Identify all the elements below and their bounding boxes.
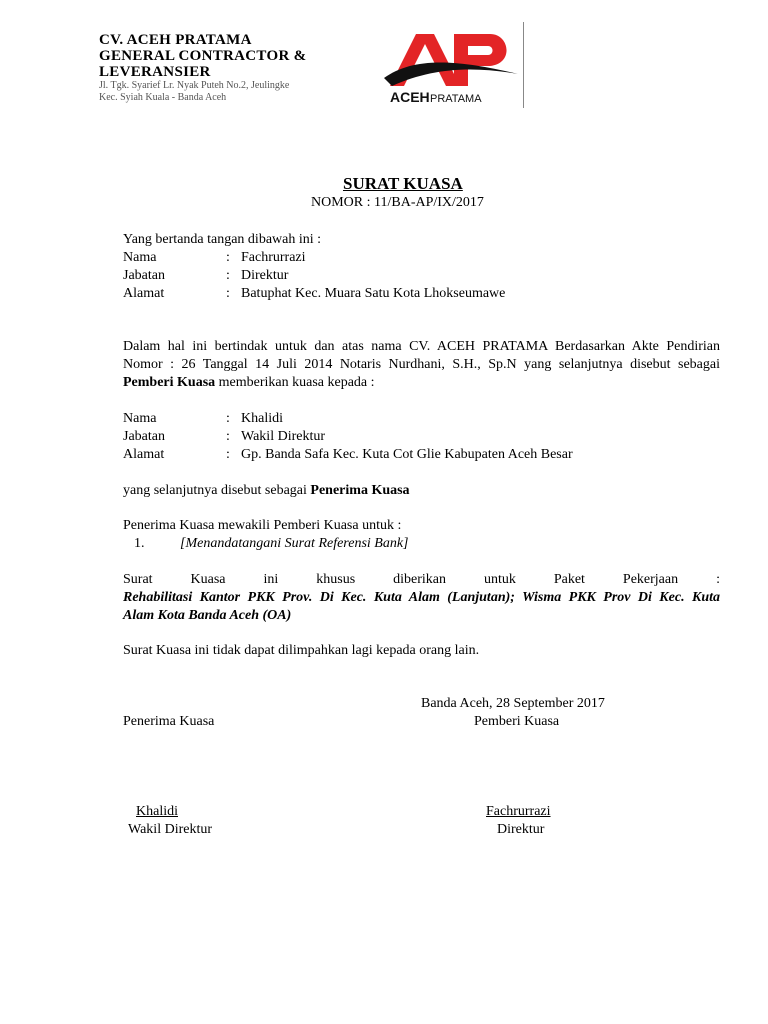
colon: : (226, 429, 230, 444)
para2 (123, 483, 410, 499)
grantor-address-label: Alamat (123, 286, 165, 301)
grantee-signature-title: Wakil Direktur (128, 822, 213, 837)
company-address-line2: Kec. Syiah Kuala - Banda Aceh (99, 92, 227, 103)
grantee-address-label: Alamat (123, 447, 165, 462)
colon: : (226, 447, 230, 462)
grantor-position-value: Direktur (241, 268, 289, 283)
para1-rest: memberikan kuasa kepada : (215, 375, 375, 390)
grantor-name-label: Nama (123, 250, 157, 265)
grantee-signature-name: Khalidi (136, 804, 178, 819)
para4-word: Surat (123, 572, 153, 587)
logo-mark-icon (382, 28, 522, 104)
grantee-position-label: Jabatan (123, 429, 165, 444)
grantor-address-value: Batuphat Kec. Muara Satu Kota Lhokseumawe (241, 286, 506, 301)
grantee-position-value: Wakil Direktur (241, 429, 326, 444)
grantee-address-value: Gp. Banda Safa Kec. Kuta Cot Glie Kabupaten Aceh Besar (241, 447, 573, 462)
colon: : (226, 411, 230, 426)
work-package-line1: Rehabilitasi Kantor PKK Prov. Di Kec. Kuta Alam (Lanjutan); Wisma PKK Prov Di Kec. Kuta (123, 590, 720, 605)
para4-word: untuk (483, 572, 516, 587)
colon: : (226, 250, 230, 265)
list-item-number: 1. (134, 536, 145, 551)
work-package-line2: Alam Kota Banda Aceh (OA) (123, 608, 292, 623)
para5: Surat Kuasa ini tidak dapat dilimpahkan lagi kepada orang lain. (123, 643, 480, 658)
list-item (134, 536, 409, 552)
para4-word: ini (263, 572, 279, 587)
para4-word: khusus (316, 572, 356, 587)
company-name-line1: CV. ACEH PRATAMA (99, 32, 252, 48)
svg-text:ACEH: ACEH (390, 89, 430, 104)
colon: : (226, 268, 230, 283)
grantee-role: Penerima Kuasa (123, 714, 215, 729)
grantee-term: Penerima Kuasa (310, 483, 410, 498)
para4-line2 (123, 590, 720, 606)
company-address-line1: Jl. Tgk. Syarief Lr. Nyak Puteh No.2, Jeulingke (99, 80, 290, 91)
para4-word: : (716, 572, 720, 587)
colon: : (226, 286, 230, 301)
para4-word: Paket (553, 572, 585, 587)
grantee-name-value: Khalidi (241, 411, 283, 426)
para1-line3 (123, 375, 375, 391)
letterhead-divider (523, 22, 524, 108)
grantor-role: Pemberi Kuasa (474, 714, 560, 729)
place-date: Banda Aceh, 28 September 2017 (421, 696, 605, 711)
grantee-name-label: Nama (123, 411, 157, 426)
svg-text:PRATAMA: PRATAMA (430, 93, 482, 104)
grantor-signature-title: Direktur (497, 822, 545, 837)
document-title: SURAT KUASA (343, 174, 463, 193)
grantee-address-row (123, 447, 573, 463)
para1-line1-text: Dalam hal ini bertindak untuk dan atas nama CV. ACEH PRATAMA Berdasarkan Akte Pendirian (123, 339, 720, 354)
grantor-position-label: Jabatan (123, 268, 165, 283)
para4-word: Kuasa (190, 572, 226, 587)
para4-word: diberikan (393, 572, 446, 587)
intro-text: Yang bertanda tangan dibawah ini : (123, 232, 322, 247)
company-name-line2: GENERAL CONTRACTOR & (99, 48, 307, 64)
grantor-address-row (123, 286, 505, 302)
grantor-name-value: Fachrurrazi (241, 250, 306, 265)
para1-line1 (123, 339, 720, 355)
para3: Penerima Kuasa mewakili Pemberi Kuasa untuk : (123, 518, 402, 533)
grantor-signature-name: Fachrurrazi (486, 804, 551, 819)
company-logo (382, 28, 522, 104)
grantee-name-row (123, 411, 283, 427)
grantee-position-row (123, 429, 325, 445)
list-item-text: [Menandatangani Surat Referensi Bank] (180, 536, 409, 551)
document-number: NOMOR : 11/BA-AP/IX/2017 (311, 195, 484, 210)
grantor-position-row (123, 268, 288, 284)
para4-word: Pekerjaan (622, 572, 679, 587)
grantor-term: Pemberi Kuasa (123, 375, 216, 390)
para4-line1 (123, 572, 720, 588)
company-name-line3: LEVERANSIER (99, 64, 211, 80)
para1-line2-text: Nomor : 26 Tanggal 14 Juli 2014 Notaris Nurdhani, S.H., Sp.N yang selanjutnya disebut sebagai (123, 357, 720, 372)
para2-text: yang selanjutnya disebut sebagai (123, 483, 311, 498)
grantor-name-row (123, 250, 306, 266)
para1-line2 (123, 357, 720, 373)
